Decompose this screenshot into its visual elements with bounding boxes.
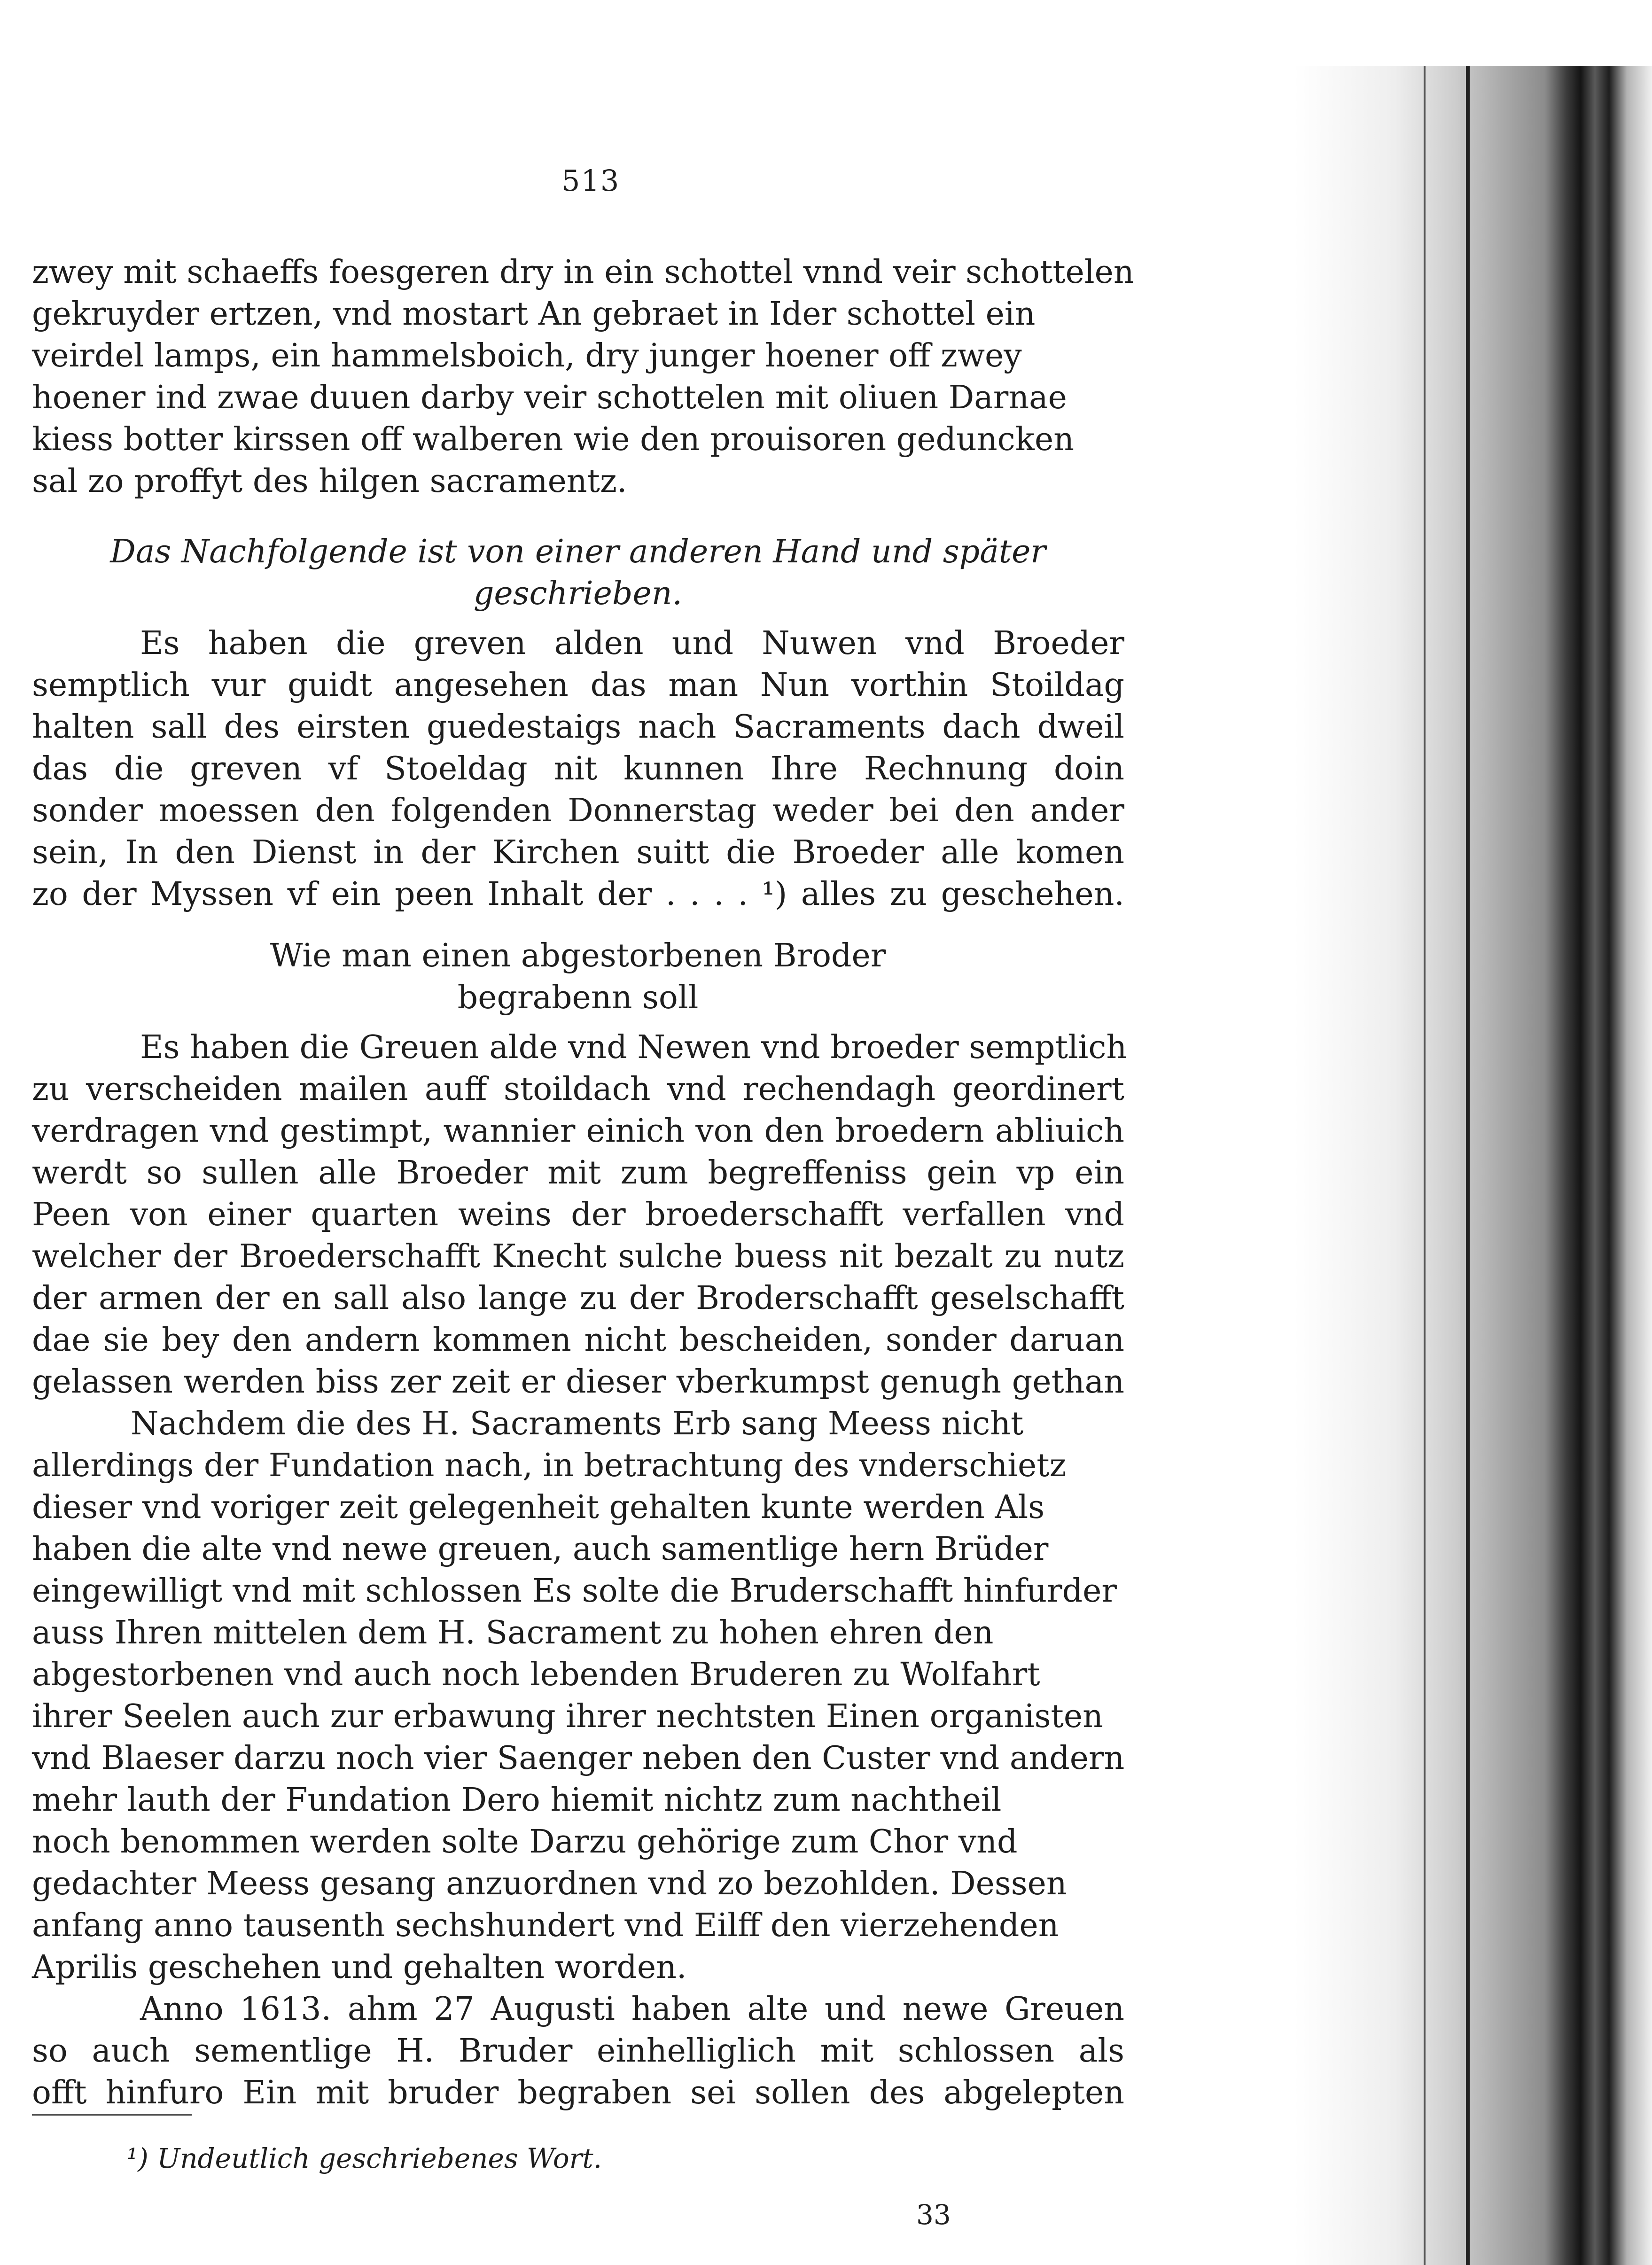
text-line: semptlich vur guidt angesehen das man Nun vorthin Stoildag xyxy=(32,667,1124,704)
text-line: Nachdem die des H. Sacraments Erb sang Meess nicht xyxy=(131,1405,1024,1442)
text-line: sein, In den Dienst in der Kirchen suitt die Broeder alle komen xyxy=(32,834,1124,871)
text-line: ihrer Seelen auch zur erbawung ihrer nechtsten Einen organisten xyxy=(32,1698,1103,1735)
text-line: verdragen vnd gestimpt, wannier einich von den broedern abliuich xyxy=(32,1113,1124,1150)
text-line: sonder moessen den folgenden Donnerstag weder bei den ander xyxy=(32,792,1124,829)
text-line: gekruyder ertzen, vnd mostart An gebraet in Ider schottel ein xyxy=(32,296,1036,333)
text-line: hoener ind zwae duuen darby veir schottelen mit oliuen Darnae xyxy=(32,379,1067,416)
text-line: Peen von einer quarten weins der broederschafft verfallen vnd xyxy=(32,1196,1124,1233)
text-line: dieser vnd voriger zeit gelegenheit gehalten kunte werden Als xyxy=(32,1489,1045,1526)
text-line: Aprilis geschehen und gehalten worden. xyxy=(32,1949,687,1986)
text-line: kiess botter kirssen off walberen wie den prouisoren geduncken xyxy=(32,421,1075,458)
text-line: das die greven vf Stoeldag nit kunnen Ihre Rechnung doin xyxy=(32,750,1124,787)
text-line: halten sall des eirsten guedestaigs nach Sacraments dach dweil xyxy=(32,708,1124,746)
text-line: zu verscheiden mailen auff stoildach vnd rechendagh geordinert xyxy=(32,1071,1124,1108)
paragraph-meess-gesang xyxy=(32,1403,1124,1988)
text-line: so auch sementlige H. Bruder einhelliglich mit schlossen als xyxy=(32,2032,1124,2070)
heading-line: Wie man einen abgestorbenen Broder xyxy=(270,937,886,974)
heading-line: begrabenn soll xyxy=(457,979,699,1016)
paragraph-continuation xyxy=(32,251,1134,502)
text-line: mehr lauth der Fundation Dero hiemit nichtz zum nachtheil xyxy=(32,1782,1002,1819)
text-line: noch benommen werden solte Darzu gehörige zum Chor vnd xyxy=(32,1823,1018,1860)
paragraph-anno-1613 xyxy=(32,1988,1124,2114)
text-line: zwey mit schaeffs foesgeren dry in ein schottel vnnd veir schottelen xyxy=(32,254,1134,291)
text-line: allerdings der Fundation nach, in betrachtung des vnderschietz xyxy=(32,1447,1067,1484)
footnote: ¹) Undeutlich geschriebenes Wort. xyxy=(127,2142,602,2174)
text-line: Es haben die greven alden und Nuwen vnd Broeder xyxy=(140,625,1124,662)
text-line: zo der Myssen vf ein peen Inhalt der . . . . ¹) alles zu geschehen. xyxy=(32,876,1124,913)
page-number: 513 xyxy=(561,163,620,198)
text-line: abgestorbenen vnd auch noch lebenden Bruderen zu Wolfahrt xyxy=(32,1656,1040,1693)
paragraph-stoildag xyxy=(32,623,1124,915)
footnote-divider xyxy=(32,2114,192,2116)
paragraph-begraebniss xyxy=(32,1027,1127,1403)
binding-edge-line xyxy=(1424,66,1426,2265)
heading-line: Das Nachfolgende ist von einer anderen Hand und später xyxy=(110,533,1046,570)
text-line: veirdel lamps, ein hammelsboich, dry junger hoener off zwey xyxy=(32,337,1022,374)
text-line: anfang anno tausenth sechshundert vnd Eilff den vierzehenden xyxy=(32,1907,1059,1944)
binding-edge-line xyxy=(1466,66,1470,2265)
heading-line: geschrieben. xyxy=(473,575,683,612)
text-line: der armen der en sall also lange zu der Broderschafft geselschafft xyxy=(32,1280,1124,1317)
text-line: gedachter Meess gesang anzuordnen vnd zo bezohlden. Dessen xyxy=(32,1865,1067,1902)
text-line: eingewilligt vnd mit schlossen Es solte die Bruderschafft hinfurder xyxy=(32,1572,1117,1610)
text-line: Anno 1613. ahm 27 Augusti haben alte und newe Greuen xyxy=(140,1991,1124,2028)
text-line: gelassen werden biss zer zeit er dieser vberkumpst genugh gethan xyxy=(32,1363,1124,1401)
text-line: offt hinfuro Ein mit bruder begraben sei sollen des abgelepten xyxy=(32,2074,1124,2111)
text-line: welcher der Broederschafft Knecht sulche buess nit bezalt zu nutz xyxy=(32,1238,1124,1275)
text-line: haben die alte vnd newe greuen, auch samentlige hern Brüder xyxy=(32,1531,1049,1568)
text-line: vnd Blaeser darzu noch vier Saenger neben den Custer vnd andern xyxy=(32,1740,1125,1777)
text-line: auss Ihren mittelen dem H. Sacrament zu hohen ehren den xyxy=(32,1614,994,1651)
text-line: Es haben die Greuen alde vnd Newen vnd broeder semptlich xyxy=(140,1029,1127,1066)
book-binding-shadow xyxy=(1295,66,1652,2265)
signature-mark: 33 xyxy=(916,2199,951,2231)
text-line: dae sie bey den andern kommen nicht bescheiden, sonder daruan xyxy=(32,1322,1124,1359)
text-line: werdt so sullen alle Broeder mit zum begreffeniss gein vp ein xyxy=(32,1154,1124,1191)
section-heading xyxy=(0,935,1156,1019)
editorial-note-heading xyxy=(0,531,1156,615)
text-line: sal zo proffyt des hilgen sacramentz. xyxy=(32,463,627,500)
